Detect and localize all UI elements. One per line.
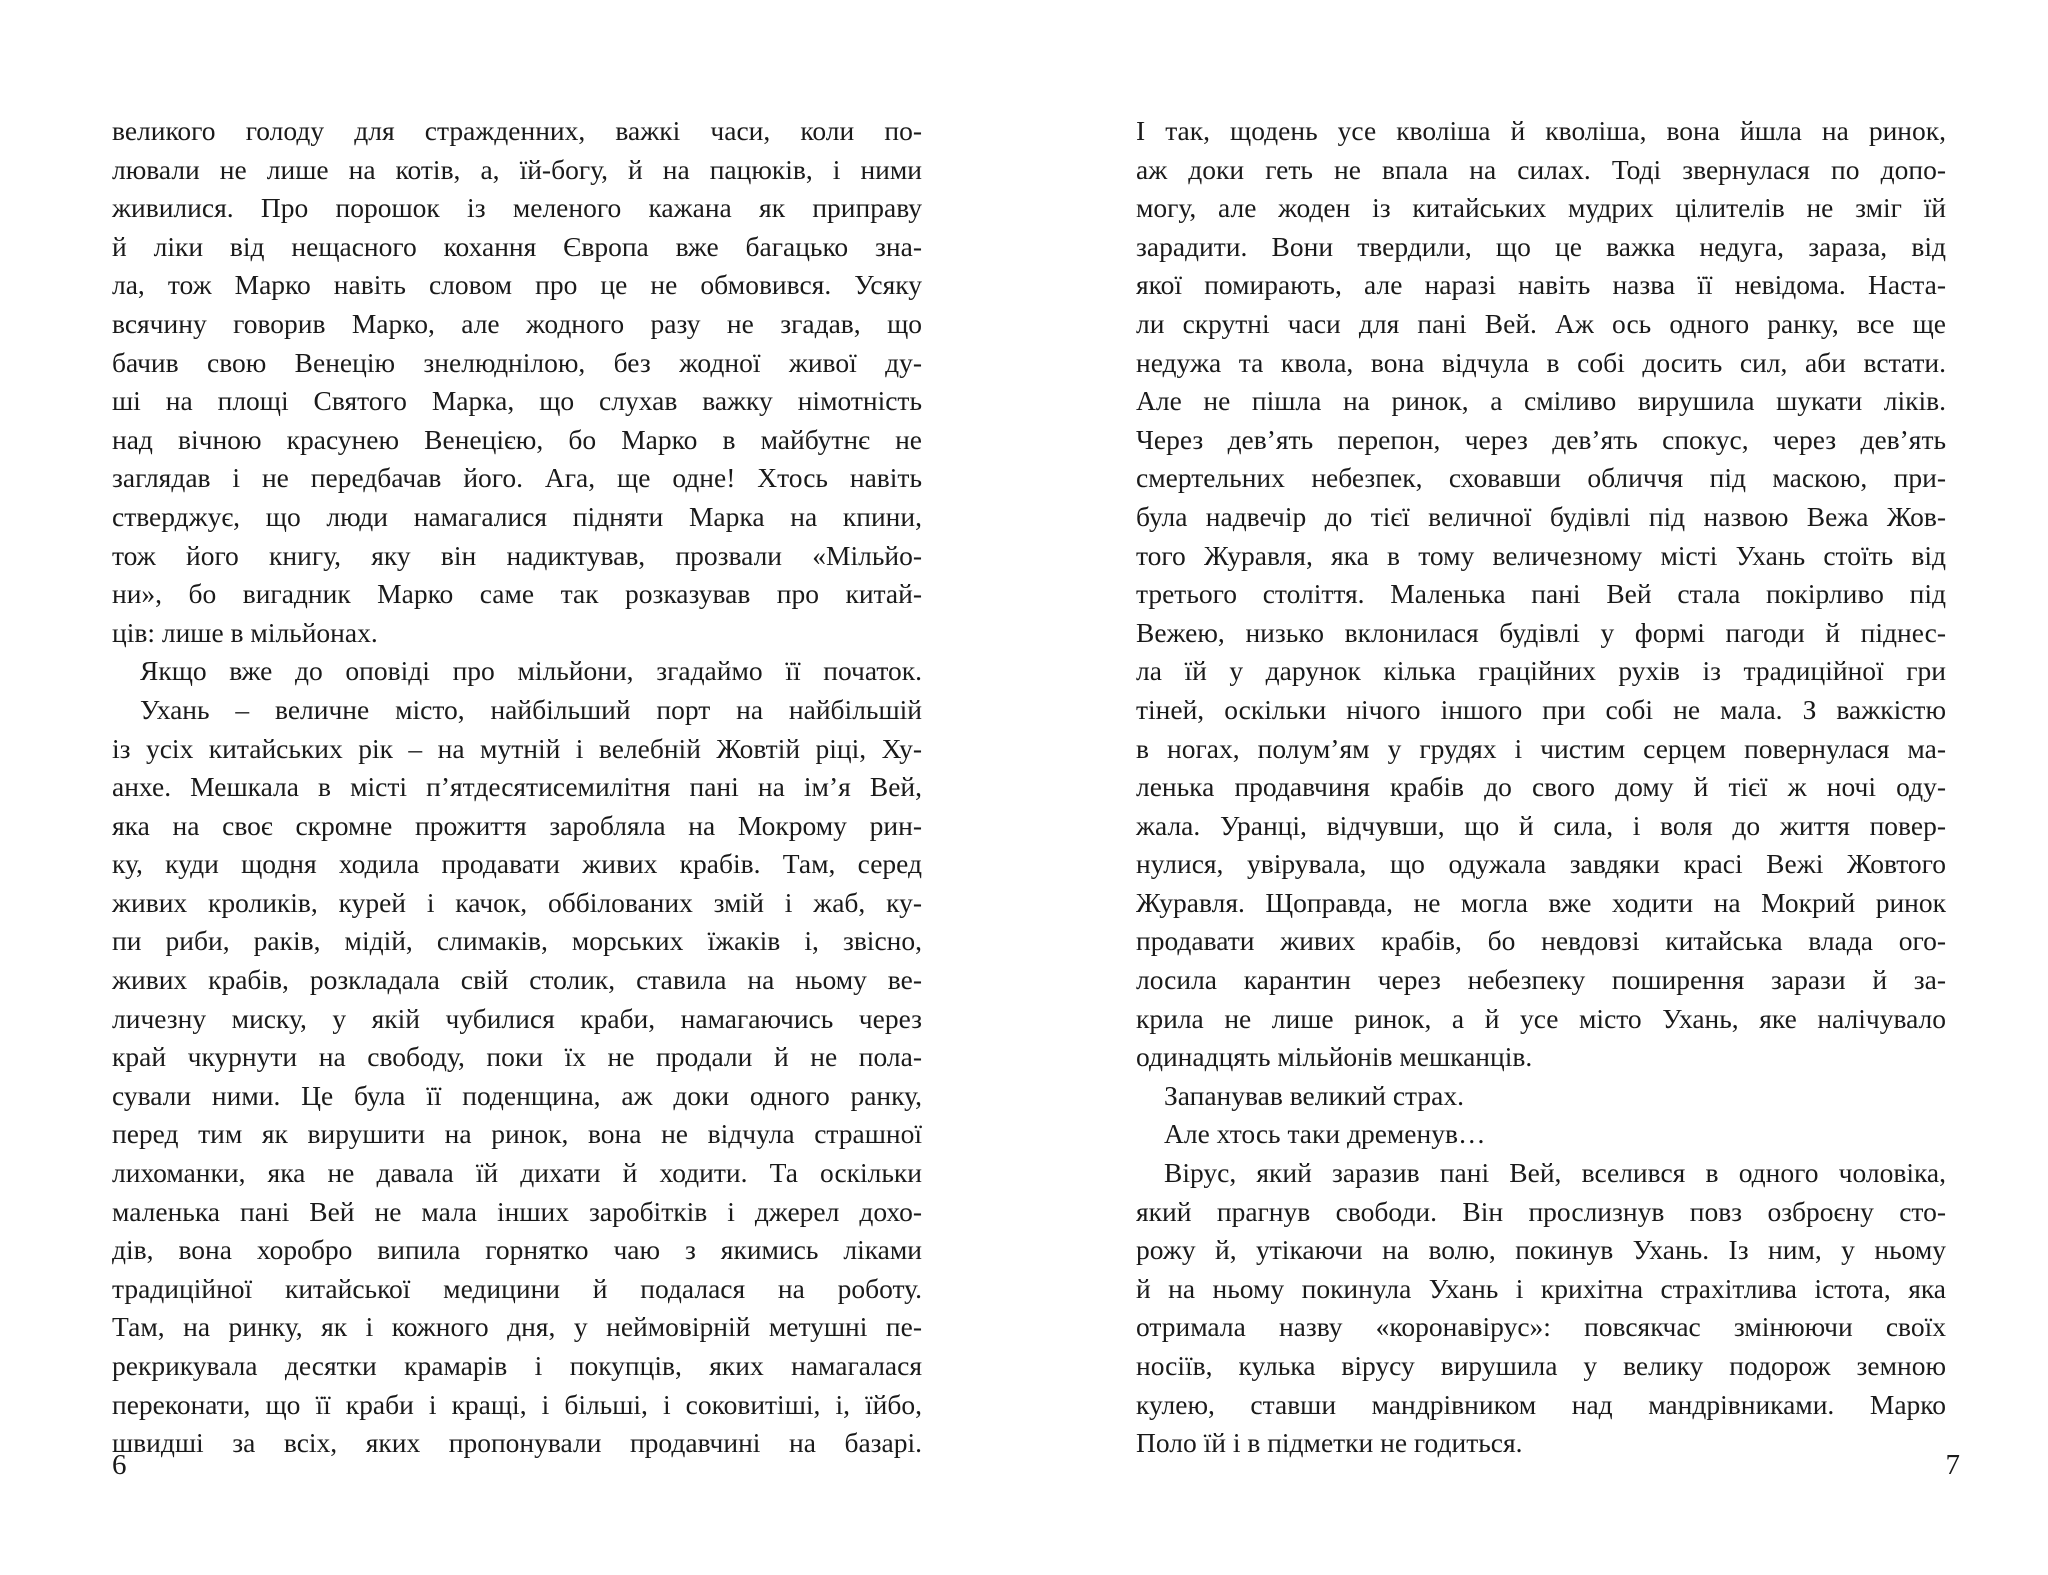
text-line: Вірус, який заразив пані Вей, вселився в одного чоловіка, [1164,1157,1946,1189]
text-line: могу, але жоден із китайських мудрих цілителів не зміг їй [1136,192,1946,224]
right-page [1024,0,2048,1575]
text-line: швидші за всіх, яких пропонували продавчині на базарі. [112,1427,922,1459]
text-line: який прагнув свободи. Він прослизнув повз озброєну сто- [1136,1195,1946,1227]
text-line: личезну миску, у якій чубилися краби, намагаючись через [112,1002,922,1034]
text-line: Але хтось таки дременув… [1164,1118,1486,1150]
text-line: й ліки від нещасного кохання Європа вже багацько зна- [112,230,922,262]
text-line: пи риби, раків, мідій, слимаків, морських їжаків і, звісно, [112,925,922,957]
right-page-text [1136,112,1946,1463]
text-line: всячину говорив Марко, але жодного разу не згадав, що [112,307,922,339]
text-line: ла їй у дарунок кілька грацiйних рухів із традиційної гри [1136,655,1946,687]
text-line: Вежею, низько вклонилася будівлі у формі пагоди й піднес- [1136,616,1946,648]
text-line: І так, щодень усе кволіша й кволіша, вона йшла на ринок, [1136,115,1946,146]
text-line: продавати живих крабів, бо невдовзі китайська влада ого- [1136,925,1946,957]
text-line: маленька пані Вей не мала інших заробітків і джерел дохо- [112,1195,922,1227]
text-line: сували ними. Це була її поденщина, аж доки одного ранку, [112,1079,922,1111]
text-line: заглядав і не передбачав його. Ага, ще одне! Хтось навіть [112,462,922,494]
text-line: ла, тож Марко навіть словом про це не обмовився. Усяку [112,269,922,301]
text-line: смертельних небезпек, сховавши обличчя під маскою, при- [1136,462,1946,494]
page-number: 7 [1945,1449,1960,1481]
text-line: аж доки геть не впала на силах. Тоді звернулася по допо- [1136,153,1946,185]
text-line: зарадити. Вони твердили, що це важка недуга, зараза, від [1136,230,1946,262]
text-line: дів, вона хоробро випила горнятко чаю з якимись ліками [112,1234,922,1266]
text-line: третього століття. Маленька пані Вей стала покірливо під [1136,578,1946,610]
text-line: Через дев’ять перепон, через дев’ять спокус, через дев’ять [1136,423,1946,455]
text-line: недужа та квола, вона відчула в собі досить сил, аби встати. [1136,346,1946,378]
text-line: ців: лише в мільйонах. [112,616,378,648]
text-line: була надвечір до тієї величної будівлі під назвою Вежа Жов- [1136,500,1946,532]
text-line: Запанував великий страх. [1164,1079,1464,1111]
text-line: тож його книгу, яку він надиктував, прозвали «Мільйо- [112,539,922,571]
text-line: живих крабів, розкладала свій столик, ставила на ньому ве- [112,964,922,996]
text-line: якої помирають, але наразі навіть назва її невідома. Наста- [1136,269,1946,301]
text-line: лювали не лише на котів, а, їй-богу, й на пацюків, і ними [112,153,922,185]
text-line: ку, куди щодня ходила продавати живих крабів. Там, серед [112,848,922,880]
text-line: перед тим як вирушити на ринок, вона не відчула страшної [112,1118,922,1150]
text-line: ші на площі Святого Марка, що слухав важку німотність [112,385,922,417]
text-line: тіней, оскільки нічого іншого при собі не мала. З важкістю [1136,693,1946,725]
text-line: яка на своє скромне прожиття заробляла на Мокрому рин- [112,809,922,841]
text-line: носіїв, кулька вірусу вирушила у велику подорож земною [1136,1350,1946,1381]
text-line: жала. Уранці, відчувши, що й сила, і воля до життя повер- [1136,809,1946,841]
text-line: нулися, увірувала, що одужала завдяки красі Вежі Жовтого [1136,848,1946,880]
text-line: Ухань – величне місто, найбільший порт на найбільшій [140,693,922,725]
text-line: лосила карантин через небезпеку поширення зарази й за- [1136,964,1946,996]
text-line: ни», бо вигадник Марко саме так розказував про китай- [112,578,922,610]
text-line: із усіх китайських рік – на мутній і велебній Жовтій ріці, Ху- [112,732,922,764]
text-line: отримала назву «коронавірус»: повсякчас змінюючи своїх [1136,1311,1946,1343]
text-line: лихоманки, яка не давала їй дихати й ходити. Та оскільки [112,1157,922,1189]
text-line: Але не пішла на ринок, а сміливо вирушила шукати ліків. [1136,385,1946,417]
text-line: Якщо вже до оповіді про мільйони, згадаймо її початок. [140,655,922,687]
text-line: бачив свою Венецію знелюднілою, без жодної живої ду- [112,346,922,378]
text-line: рекрикувала десятки крамарів і покупців, яких намагалася [112,1350,922,1381]
text-line: край чкурнути на свободу, поки їх не продали й не пола- [112,1041,922,1073]
text-line: кулею, ставши мандрівником над мандрівниками. Марко [1136,1388,1946,1420]
text-line: традиційної китайської медицини й подалася на роботу. [112,1272,922,1304]
text-line: Там, на ринку, як і кожного дня, у неймовірній метушні пе- [112,1311,922,1343]
text-line: в ногах, полум’ям у грудях і чистим серцем повернулася ма- [1136,732,1946,764]
text-line: крила не лише ринок, а й усе місто Ухань, яке налічувало [1136,1002,1946,1034]
text-line: рожу й, утікаючи на волю, покинув Ухань. Із ним, у ньому [1136,1234,1946,1266]
text-line: анхе. Мешкала в місті п’ятдесятисемилітня пані на ім’я Вей, [112,771,922,803]
text-line: одинадцять мільйонів мешканців. [1136,1041,1533,1073]
page-number: 6 [112,1449,127,1481]
text-line: над вічною красунею Венецією, бо Марко в майбутнє не [112,423,922,455]
text-line: живих кроликів, курей і качок, оббілованих змій і жаб, ку- [112,886,922,918]
text-line: Журавля. Щоправда, не могла вже ходити на Мокрий ринок [1136,886,1946,918]
text-line: стверджує, що люди намагалися підняти Марка на кпини, [112,500,922,532]
text-line: ли скрутні часи для пані Вей. Аж ось одного ранку, все ще [1136,307,1946,339]
text-line: того Журавля, яка в тому величезному місті Ухань стоїть від [1136,539,1946,571]
left-page-text [112,112,922,1463]
text-line: живилися. Про порошок із меленого кажана як приправу [112,192,922,224]
text-line: великого голоду для стражденних, важкі часи, коли по- [112,115,922,146]
text-line: й на ньому покинула Ухань і крихітна страхітлива істота, яка [1136,1272,1946,1304]
text-line: ленька продавчиня крабів до свого дому й тієї ж ночі оду- [1136,771,1946,803]
text-line: Поло їй і в підметки не годиться. [1136,1427,1523,1459]
text-line: переконати, що її краби і кращі, і більші, і соковитіші, і, їйбо, [112,1388,922,1420]
